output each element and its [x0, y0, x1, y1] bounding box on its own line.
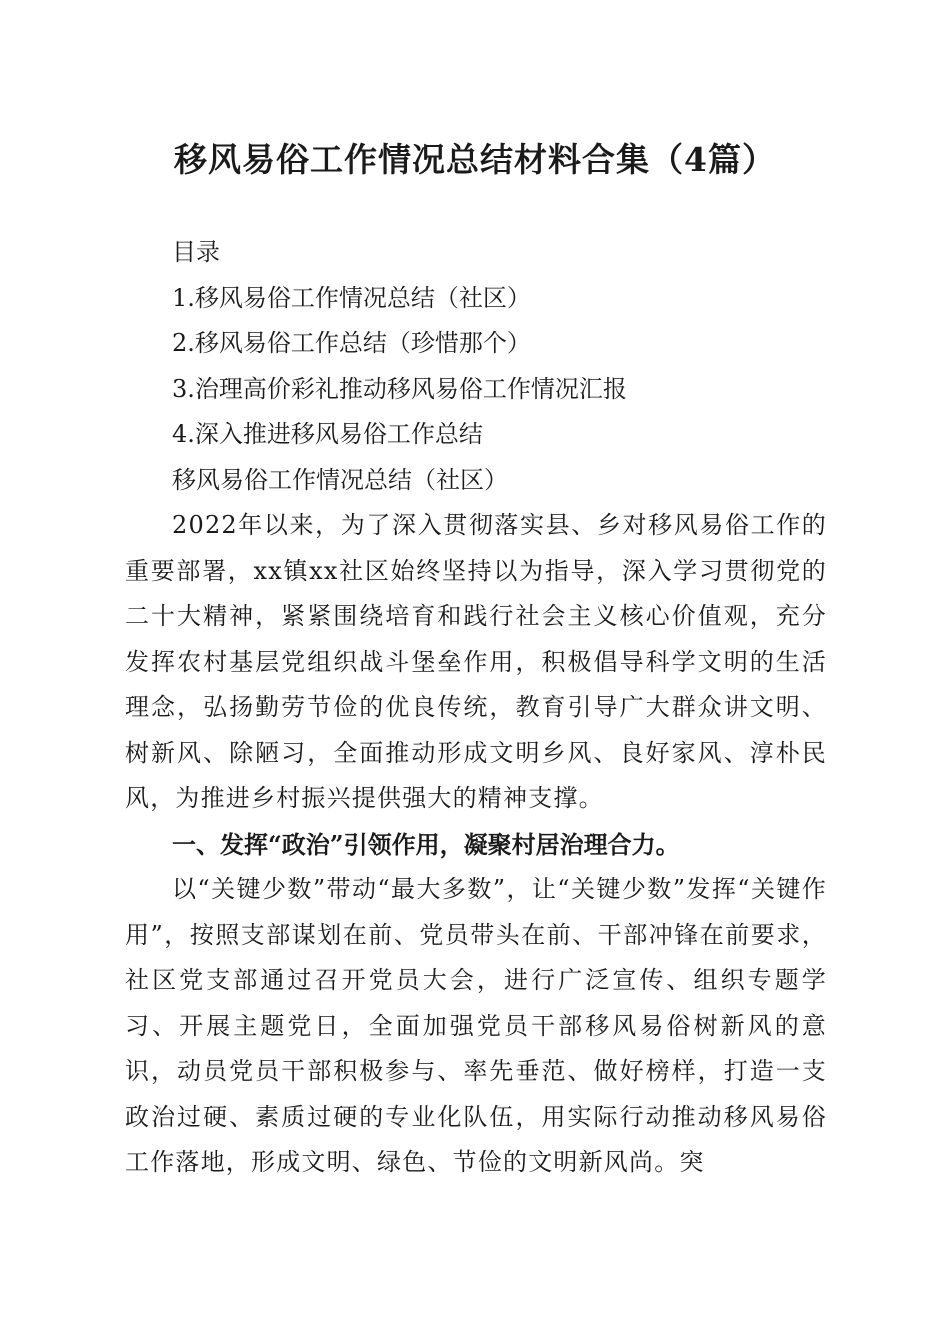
- toc-item: 2.移风易俗工作总结（珍惜那个）: [172, 329, 531, 357]
- document-body: [125, 230, 827, 1186]
- document-title: 移风易俗工作情况总结材料合集（4篇）: [174, 140, 776, 179]
- toc-item: 4.深入推进移风易俗工作总结: [172, 420, 483, 448]
- section-title: 移风易俗工作情况总结（社区）: [172, 465, 508, 494]
- paragraph: 以“关键少数”带动“最大多数”，让“关键少数”发挥“关键作用”，按照支部谋划在前、党员带头在前、干部冲锋在前要求，社区党支部通过召开党员大会，进行广泛宣传、组织专题学习、开展主题党日，全面加强党员干部移风易俗树新风的意识，动员党员干部积极参与、率先垂范、做好榜样，打造一支政治过硬、素质过硬的专业化队伍，用实际行动推动移风易俗工作落地，形成文明、绿色、节俭的文明新风尚。突: [125, 875, 827, 1176]
- toc-heading: 目录: [172, 238, 220, 266]
- toc-item: 3.治理高价彩礼推动移风易俗工作情况汇报: [172, 374, 627, 403]
- toc-item: 1.移风易俗工作情况总结（社区）: [172, 283, 531, 312]
- paragraph: 2022年以来，为了深入贯彻落实县、乡对移风易俗工作的重要部署，xx镇xx社区始终坚持以为指导，深入学习贯彻党的二十大精神，紧紧围绕培育和践行社会主义核心价值观，充分发挥农村基层党组织战斗堡垒作用，积极倡导科学文明的生活理念，弘扬勤劳节俭的优良传统，教育引导广大群众讲文明、树新风、除陋习，全面推动形成文明乡风、良好家风、淳朴民风，为推进乡村振兴提供强大的精神支撑。: [125, 511, 827, 812]
- section-heading: 一、发挥“政治”引领作用，凝聚村居治理合力。: [172, 829, 680, 859]
